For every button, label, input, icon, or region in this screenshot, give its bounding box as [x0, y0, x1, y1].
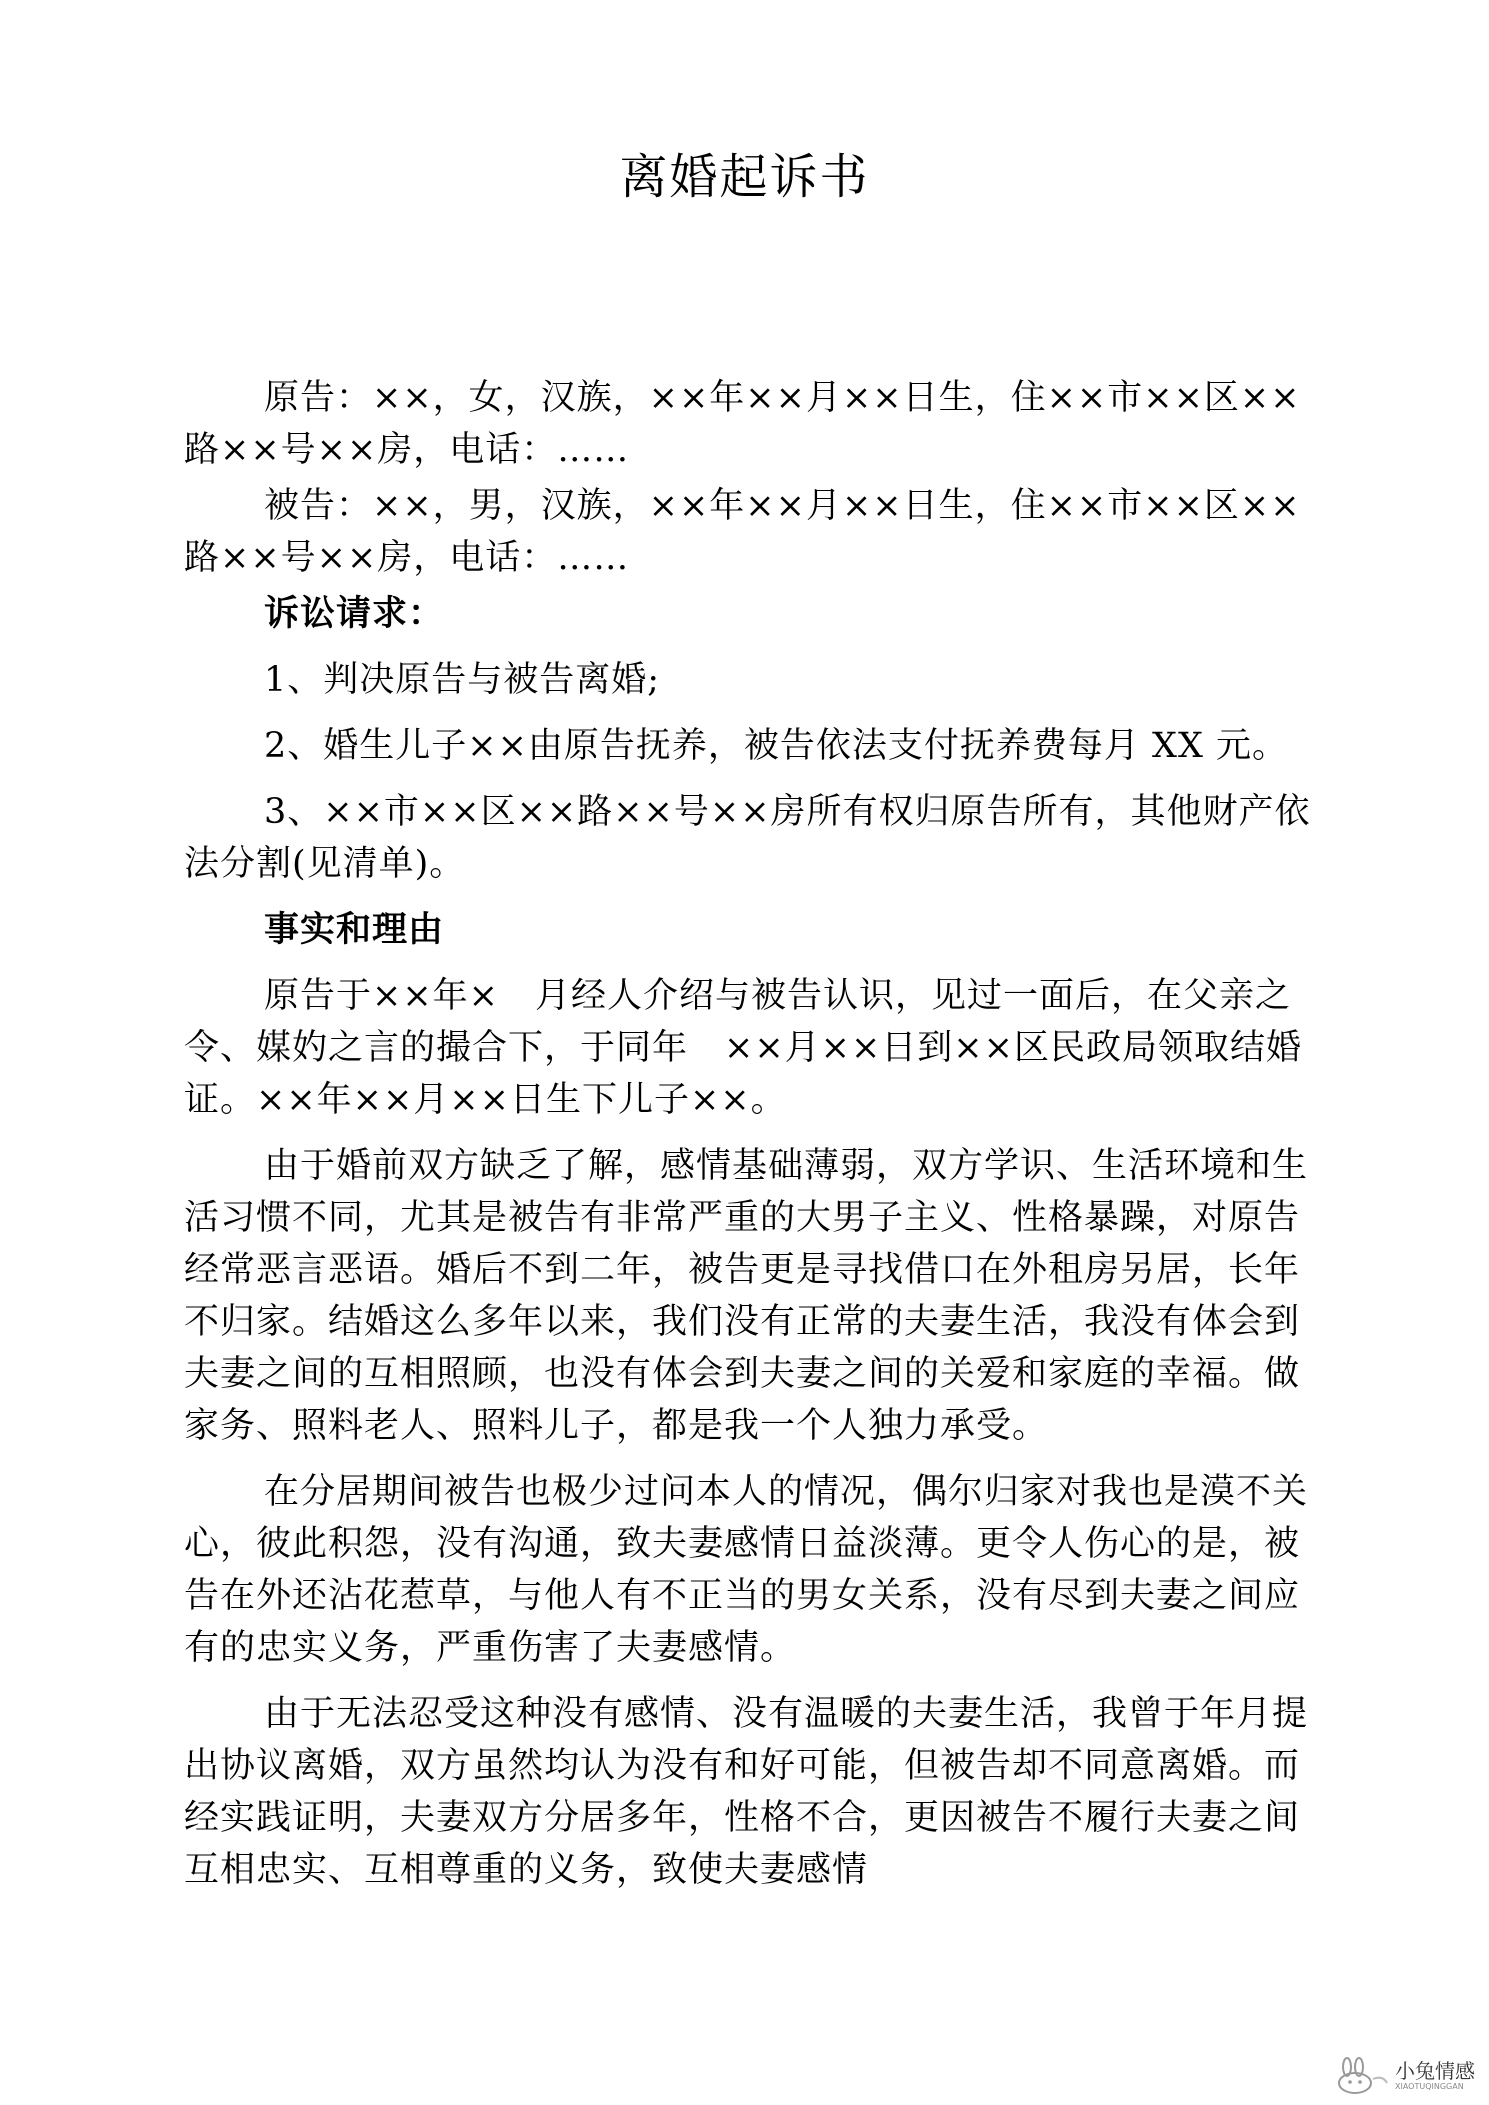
- facts-paragraph-3: 在分居期间被告也极少过问本人的情况，偶尔归家对我也是漠不关心，彼此积怨，没有沟通，致夫妻感情日益淡薄。更令人伤心的是，被告在外还沾花惹草，与他人有不正当的男女关系，没有尽到夫妻之间应有的忠实义务，严重伤害了夫妻感情。: [184, 1472, 1309, 1668]
- claims-heading: 诉讼请求：: [264, 593, 445, 634]
- facts-paragraph-4: 由于无法忍受这种没有感情、没有温暖的夫妻生活，我曾于年月提出协议离婚，双方虽然均认为没有和好可能，但被告却不同意离婚。而经实践证明，夫妻双方分居多年，性格不合，更因被告不履行夫妻之间互相忠实、互相尊重的义务，致使夫妻感情: [184, 1694, 1309, 1890]
- facts-paragraph-1: 原告于××年× 月经人介绍与被告认识，见过一面后，在父亲之令、媒妁之言的撮合下，于同年 ××月××日到××区民政局领取结婚证。××年××月××日生下儿子××。: [184, 976, 1302, 1120]
- claim-item-3: 3、××市××区××路××号××房所有权归原告所有，其他财产依法分割(见清单)。: [184, 792, 1311, 884]
- rabbit-logo-icon: [1333, 2057, 1389, 2095]
- plaintiff-paragraph: 原告：××，女，汉族，××年××月××日生，住××市××区××路××号××房，电话：……: [184, 378, 1301, 470]
- facts-heading: 事实和理由: [264, 909, 445, 950]
- document-title: 离婚起诉书: [619, 149, 870, 205]
- claim-item-2: 2、婚生儿子××由原告抚养，被告依法支付抚养费每月 XX 元。: [264, 726, 1289, 766]
- facts-paragraph-2: 由于婚前双方缺乏了解，感情基础薄弱，双方学识、生活环境和生活习惯不同，尤其是被告有非常严重的大男子主义、性格暴躁，对原告经常恶言恶语。婚后不到二年，被告更是寻找借口在外租房另居，长年不归家。结婚这么多年以来，我们没有正常的夫妻生活，我没有体会到夫妻之间的互相照顾，也没有体会到夫妻之间的关爱和家庭的幸福。做家务、照料老人、照料儿子，都是我一个人独力承受。: [184, 1146, 1309, 1446]
- claim-item-1: 1、判决原告与被告离婚;: [264, 660, 661, 700]
- document-body: [184, 372, 1334, 1910]
- defendant-paragraph: 被告：××，男，汉族，××年××月××日生，住××市××区××路××号××房，电话：……: [184, 486, 1301, 578]
- site-watermark: [1333, 2057, 1475, 2095]
- watermark-domain: XIAOTUQINGGAN: [1395, 2082, 1464, 2091]
- watermark-name: 小兔情感: [1395, 2059, 1475, 2083]
